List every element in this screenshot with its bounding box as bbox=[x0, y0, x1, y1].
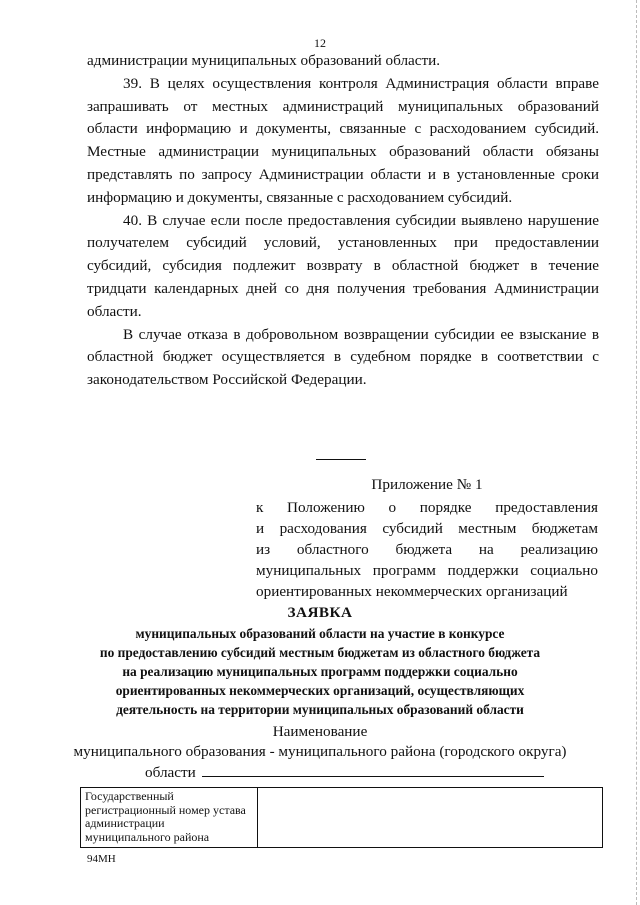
subtitle-line: деятельность на территории муниципальных образований области bbox=[116, 702, 524, 717]
appendix-line: к Положению о порядке предоставления bbox=[256, 499, 598, 516]
subtitle-line: по предоставлению субсидий местным бюджетам из областного бюджета bbox=[99, 645, 541, 660]
appendix-line: из областного бюджета на реализацию bbox=[256, 541, 598, 558]
body-text bbox=[87, 50, 599, 392]
table-row bbox=[81, 788, 603, 848]
paragraph-continuation: администрации муниципальных образований области. bbox=[87, 52, 441, 69]
naming-description: муниципального образования - муниципального района (городского округа) bbox=[73, 743, 567, 760]
row-value bbox=[258, 788, 603, 848]
appendix-reference bbox=[256, 497, 598, 602]
paragraph-40: 40. В случае если после предоставления субсидии выявлено нарушение получателем субсидий условий, установленных при предоставлении субсидий, субсидия подлежит возврату в областной бюджет в течение тридцати календарных дней со дня получения требования Администрации области. bbox=[87, 211, 599, 320]
application-title: ЗАЯВКА bbox=[287, 604, 353, 621]
application-form-table bbox=[80, 787, 603, 848]
footer-code: 94МН bbox=[87, 853, 116, 865]
subtitle-line: муниципальных образований области на участие в конкурсе bbox=[135, 626, 505, 641]
row-label: Государственный регистрационный номер устава администрации муниципального района bbox=[81, 788, 258, 848]
region-blank-line bbox=[202, 762, 544, 777]
subtitle-line: ориентированных некоммерческих организаций, осуществляющих bbox=[115, 683, 525, 698]
subtitle-line: на реализацию муниципальных программ поддержки социально bbox=[122, 664, 518, 679]
appendix-line: муниципальных программ поддержки социально bbox=[256, 562, 598, 579]
page-number: 12 bbox=[314, 36, 326, 50]
separator-line bbox=[316, 459, 366, 460]
region-field bbox=[145, 762, 544, 782]
naming-label: Наименование bbox=[272, 723, 368, 740]
appendix-title: Приложение № 1 bbox=[371, 476, 483, 493]
scan-edge bbox=[635, 0, 637, 905]
paragraph-refusal: В случае отказа в добровольном возвращении субсидии ее взыскание в областной бюджет осуществляется в судебном порядке в соответствии с законодательством Российской Федерации. bbox=[87, 325, 599, 389]
appendix-line: и расходования субсидий местным бюджетам bbox=[256, 520, 598, 537]
paragraph-39: 39. В целях осуществления контроля Администрация области вправе запрашивать от местных администраций муниципальных образований области информацию и документы, связанные с расходованием субсидий. Местные администрации муниципальных образований области обязаны представлять по запросу Администрации области и в установленные сроки информацию и документы, связанные с расходованием субсидий. bbox=[87, 74, 599, 206]
appendix-line: ориентированных некоммерческих организаций bbox=[256, 583, 568, 600]
application-subtitle bbox=[60, 624, 580, 719]
region-label: области bbox=[145, 764, 196, 781]
